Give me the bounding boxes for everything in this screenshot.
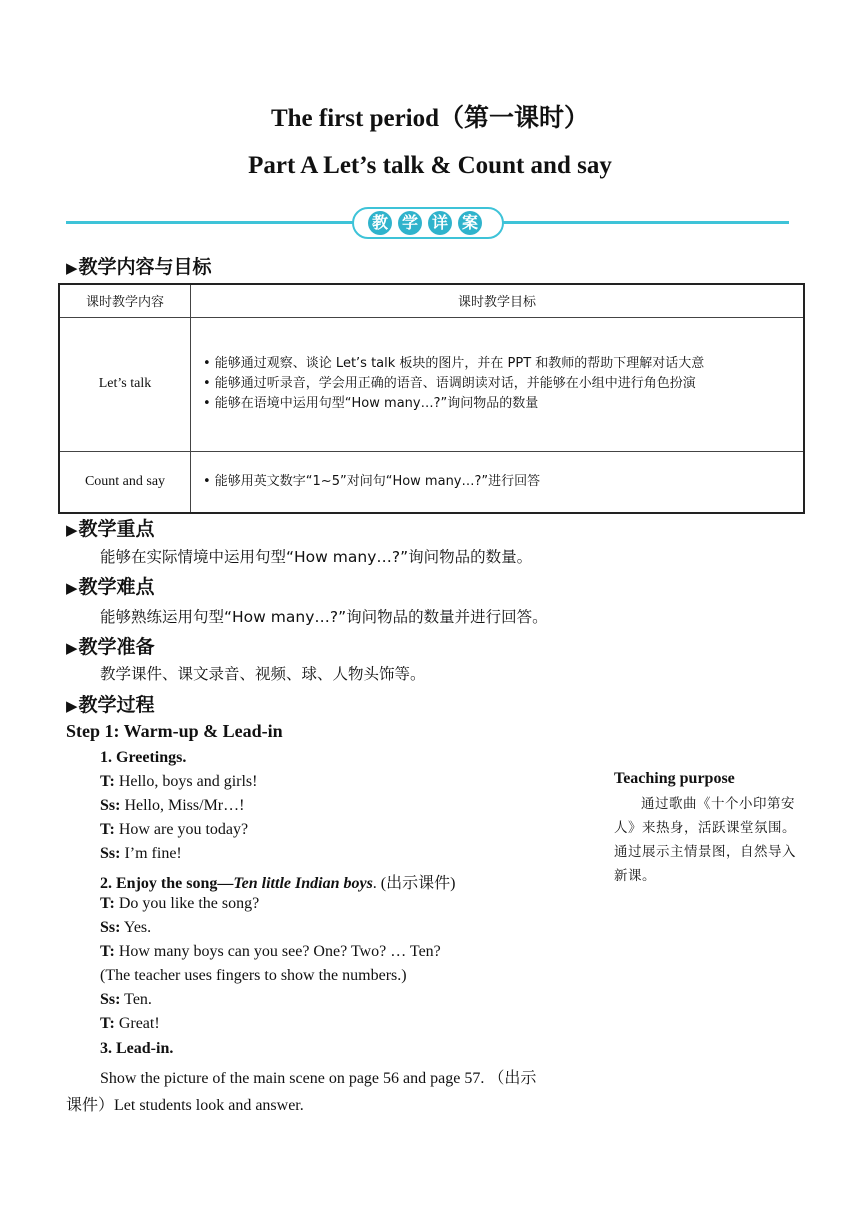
dialogue-line xyxy=(100,821,248,839)
triangle-bullet-icon: ▶ xyxy=(66,521,78,539)
banner-char: 教 xyxy=(368,211,392,235)
heading-key-points xyxy=(66,514,155,541)
dialogue-text: Ten. xyxy=(120,991,152,1008)
heading-text: 教学准备 xyxy=(78,636,155,658)
dialogue-text: Great! xyxy=(114,1015,160,1032)
banner-line-left xyxy=(66,221,356,224)
preparation-text: 教学课件、课文录音、视频、球、人物头饰等。 xyxy=(100,665,426,683)
heading-text: 教学过程 xyxy=(78,694,155,716)
dialogue-text: I’m fine! xyxy=(120,845,182,862)
key-points-text: 能够在实际情境中运用句型“How many…?”询问物品的数量。 xyxy=(100,548,533,566)
dialogue-line xyxy=(100,919,151,937)
speaker: T: xyxy=(100,1015,115,1032)
speaker: Ss: xyxy=(100,797,121,814)
heading-content-goals xyxy=(66,252,212,279)
banner-char: 学 xyxy=(398,211,422,235)
teaching-purpose-title: Teaching purpose xyxy=(614,770,735,787)
song-prefix: 2. Enjoy the song— xyxy=(100,875,234,892)
dialogue-text: How many boys can you see? One? Two? … Ten? xyxy=(114,943,441,960)
greetings-label: 1. Greetings. xyxy=(100,749,187,766)
header-cell-goals: 课时教学目标 xyxy=(191,284,805,317)
banner-char: 案 xyxy=(458,211,482,235)
song-title: Ten little Indian boys xyxy=(233,875,373,892)
speaker: T: xyxy=(100,773,115,790)
song-label xyxy=(100,870,455,893)
page-title: The first period（第一课时） xyxy=(270,105,590,132)
goal-item: • 能够通过听录音，学会用正确的语音、语调朗读对话，并能够在小组中进行角色扮演 xyxy=(203,376,696,391)
heading-difficulties xyxy=(66,572,155,599)
difficulties-text: 能够熟练运用句型“How many…?”询问物品的数量并进行回答。 xyxy=(100,608,548,626)
dialogue-line xyxy=(100,845,182,863)
section-banner xyxy=(352,207,504,239)
dialogue-text: Yes. xyxy=(120,919,152,936)
dialogue-line xyxy=(100,1015,160,1033)
triangle-bullet-icon: ▶ xyxy=(66,579,78,597)
song-suffix: . (出示课件) xyxy=(372,875,456,892)
row-content-count-and-say: Count and say xyxy=(59,451,191,513)
header-cell-content: 课时教学内容 xyxy=(59,284,191,317)
page-subtitle: Part A Let’s talk & Count and say xyxy=(248,152,612,179)
dialogue-line xyxy=(100,773,257,791)
triangle-bullet-icon: ▶ xyxy=(66,639,78,657)
table-row xyxy=(59,451,804,513)
dialogue-line xyxy=(100,895,259,913)
dialogue-text: Hello, Miss/Mr…! xyxy=(120,797,245,814)
table-header-row xyxy=(59,284,804,317)
goal-item: • 能够在语境中运用句型“How many…?”询问物品的数量 xyxy=(203,396,539,411)
leadin-text-line1: Show the picture of the main scene on page 56 and page 57. （出示 xyxy=(100,1070,537,1087)
teaching-purpose-text: 通过歌曲《十个小印第安人》来热身，活跃课堂氛围。通过展示主情景图，自然导入新课。 xyxy=(614,796,796,884)
leadin-label: 3. Lead-in. xyxy=(100,1040,174,1057)
heading-preparation xyxy=(66,632,155,659)
dialogue-line xyxy=(100,797,244,815)
dialogue-line xyxy=(100,943,441,961)
speaker: T: xyxy=(100,943,115,960)
speaker: Ss: xyxy=(100,845,121,862)
heading-text: 教学难点 xyxy=(78,576,155,598)
banner-char: 详 xyxy=(428,211,452,235)
speaker: T: xyxy=(100,821,115,838)
banner-line-right xyxy=(503,221,789,224)
dialogue-text: How are you today? xyxy=(114,821,249,838)
speaker: Ss: xyxy=(100,991,121,1008)
goals-table xyxy=(58,283,805,514)
dialogue-line xyxy=(100,991,152,1009)
dialogue-text: Do you like the song? xyxy=(114,895,260,912)
dialogue-text: Hello, boys and girls! xyxy=(114,773,258,790)
row-content-lets-talk: Let’s talk xyxy=(59,317,191,451)
triangle-bullet-icon: ▶ xyxy=(66,259,78,277)
triangle-bullet-icon: ▶ xyxy=(66,697,78,715)
heading-process xyxy=(66,690,155,717)
step1-title: Step 1: Warm-up & Lead-in xyxy=(66,721,283,741)
heading-text: 教学内容与目标 xyxy=(78,256,212,278)
goal-item: • 能够通过观察、谈论 Let’s talk 板块的图片，并在 PPT 和教师的帮助下理解对话大意 xyxy=(203,356,705,371)
goal-item: • 能够用英文数字“1~5”对问句“How many…?”进行回答 xyxy=(203,473,541,489)
speaker: Ss: xyxy=(100,919,121,936)
leadin-text-line2: 课件）Let students look and answer. xyxy=(66,1097,304,1114)
speaker: T: xyxy=(100,895,115,912)
row-goals-lets-talk xyxy=(191,317,805,451)
row-goals-count-and-say xyxy=(191,451,805,513)
table-row xyxy=(59,317,804,451)
stage-note: (The teacher uses fingers to show the numbers.) xyxy=(100,967,407,984)
heading-text: 教学重点 xyxy=(78,518,155,540)
